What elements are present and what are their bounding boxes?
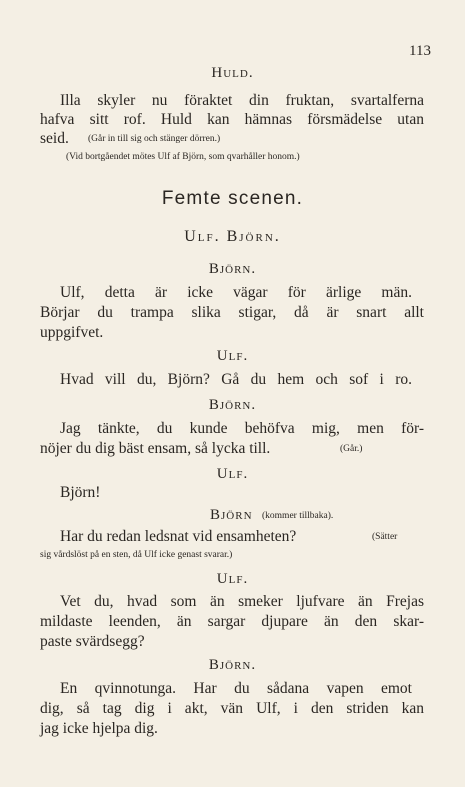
bjorn3-stage-heading: (kommer tillbaka). bbox=[262, 511, 334, 521]
speaker-bjorn-4: Björn. bbox=[208, 657, 257, 673]
speaker-ulf-3: Ulf. bbox=[216, 571, 249, 587]
ulf1-line-1: Hvad vill du, Björn? Gå du hem och sof i ro. bbox=[60, 371, 412, 388]
bjorn3-stage-b: sig vårdslöst på en sten, då Ulf icke genast svarar.) bbox=[40, 550, 233, 560]
ulf2-line-1: Björn! bbox=[60, 484, 101, 501]
huld-line-3: seid. bbox=[40, 130, 69, 147]
speaker-ulf-1: Ulf. bbox=[216, 348, 249, 364]
bjorn1-line-3: uppgifvet. bbox=[40, 324, 104, 341]
page-number: 113 bbox=[409, 43, 431, 59]
speaker-huld: Huld. bbox=[211, 65, 254, 81]
ulf3-line-2: mildaste leenden, än sargar djupare än den skar- bbox=[40, 613, 424, 630]
bjorn4-line-2: dig, så tag dig i akt, vän Ulf, i den striden kan bbox=[40, 700, 424, 717]
huld-stage-direction: (Går in till sig och stänger dörren.) bbox=[88, 134, 221, 144]
bjorn2-stage-direction: (Går.) bbox=[340, 444, 363, 454]
speaker-bjorn-1: Björn. bbox=[208, 261, 257, 277]
ulf3-line-3: paste svärdsegg? bbox=[40, 633, 145, 650]
bjorn2-line-2: nöjer du dig bäst ensam, så lycka till. bbox=[40, 440, 271, 457]
huld-line-2: hafva sitt rof. Huld kan hämnas försmädelse utan bbox=[40, 111, 424, 128]
stage-direction-exit: (Vid bortgåendet mötes Ulf af Björn, som qvarhåller honom.) bbox=[66, 152, 300, 162]
scene-title: Femte scenen. bbox=[161, 188, 304, 209]
speaker-ulf-2: Ulf. bbox=[216, 466, 249, 482]
characters-list: Ulf. Björn. bbox=[184, 228, 281, 245]
bjorn1-line-2: Börjar du trampa slika stigar, då är snart allt bbox=[40, 304, 424, 321]
bjorn4-line-1: En qvinnotunga. Har du sådana vapen emot bbox=[60, 680, 412, 697]
huld-line-1: Illa skyler nu föraktet din fruktan, svartalferna bbox=[60, 92, 424, 109]
bjorn2-line-1: Jag tänkte, du kunde behöfva mig, men för- bbox=[60, 420, 424, 437]
ulf3-line-1: Vet du, hvad som än smeker ljufvare än Frejas bbox=[60, 593, 424, 610]
speaker-bjorn-3: Björn bbox=[210, 507, 253, 523]
bjorn3-line-1: Har du redan ledsnat vid ensamheten? bbox=[60, 528, 297, 545]
bjorn4-line-3: jag icke hjelpa dig. bbox=[40, 720, 158, 737]
bjorn1-line-1: Ulf, detta är icke vägar för ärlige män. bbox=[60, 284, 412, 301]
bjorn3-stage-a: (Sätter bbox=[372, 532, 398, 542]
speaker-bjorn-2: Björn. bbox=[208, 397, 257, 413]
